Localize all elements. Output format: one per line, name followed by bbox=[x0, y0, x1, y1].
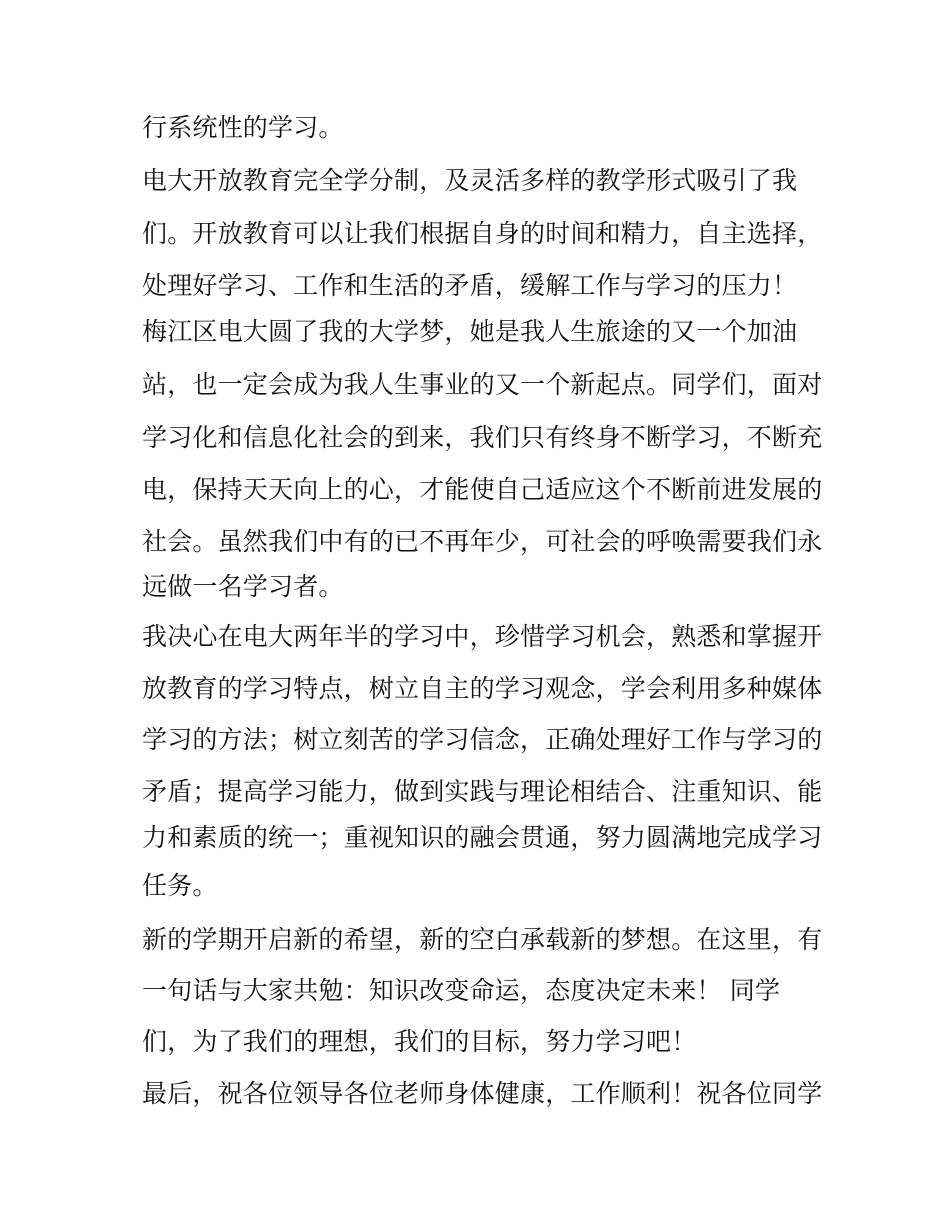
text-line: 最后，祝各位领导各位老师身体健康，工作顺利！祝各位同学 bbox=[142, 1079, 823, 1108]
text-line: 站，也一定会成为我人生事业的又一个新起点。同学们，面对 bbox=[142, 370, 823, 399]
text-line: 矛盾；提高学习能力，做到实践与理论相结合、注重知识、能 bbox=[142, 777, 823, 806]
text-line: 我决心在电大两年半的学习中，珍惜学习机会，熟悉和掌握开 bbox=[142, 622, 823, 651]
text-line: 电大开放教育完全学分制，及灵活多样的教学形式吸引了我 bbox=[142, 166, 798, 195]
text-line: 行系统性的学习。 bbox=[142, 113, 344, 142]
text-line: 力和素质的统一；重视知识的融会贯通，努力圆满地完成学习 bbox=[142, 823, 823, 852]
text-line: 们，为了我们的理想，我们的目标，努力学习吧！ bbox=[142, 1027, 697, 1056]
text-line: 社会。虽然我们中有的已不再年少，可社会的呼唤需要我们永 bbox=[142, 527, 823, 556]
text-line: 学习的方法；树立刻苦的学习信念，正确处理好工作与学习的 bbox=[142, 725, 823, 754]
text-line: 任务。 bbox=[142, 871, 218, 900]
text-line: 远做一名学习者。 bbox=[142, 572, 344, 601]
text-line: 放教育的学习特点，树立自主的学习观念，学会利用多种媒体 bbox=[142, 674, 823, 703]
text-line: 学习化和信息化社会的到来，我们只有终身不断学习，不断充 bbox=[142, 423, 823, 452]
text-line: 梅江区电大圆了我的大学梦，她是我人生旅途的又一个加油 bbox=[142, 317, 798, 346]
text-line: 电，保持天天向上的心，才能使自己适应这个不断前进发展的 bbox=[142, 475, 823, 504]
text-line: 一句话与大家共勉：知识改变命运，态度决定未来！ 同学 bbox=[142, 976, 781, 1005]
text-line: 们。开放教育可以让我们根据自身的时间和精力，自主选择， bbox=[142, 219, 823, 248]
text-line: 处理好学习、工作和生活的矛盾，缓解工作与学习的压力！ bbox=[142, 271, 798, 300]
text-line: 新的学期开启新的希望，新的空白承载新的梦想。在这里，有 bbox=[142, 925, 823, 954]
